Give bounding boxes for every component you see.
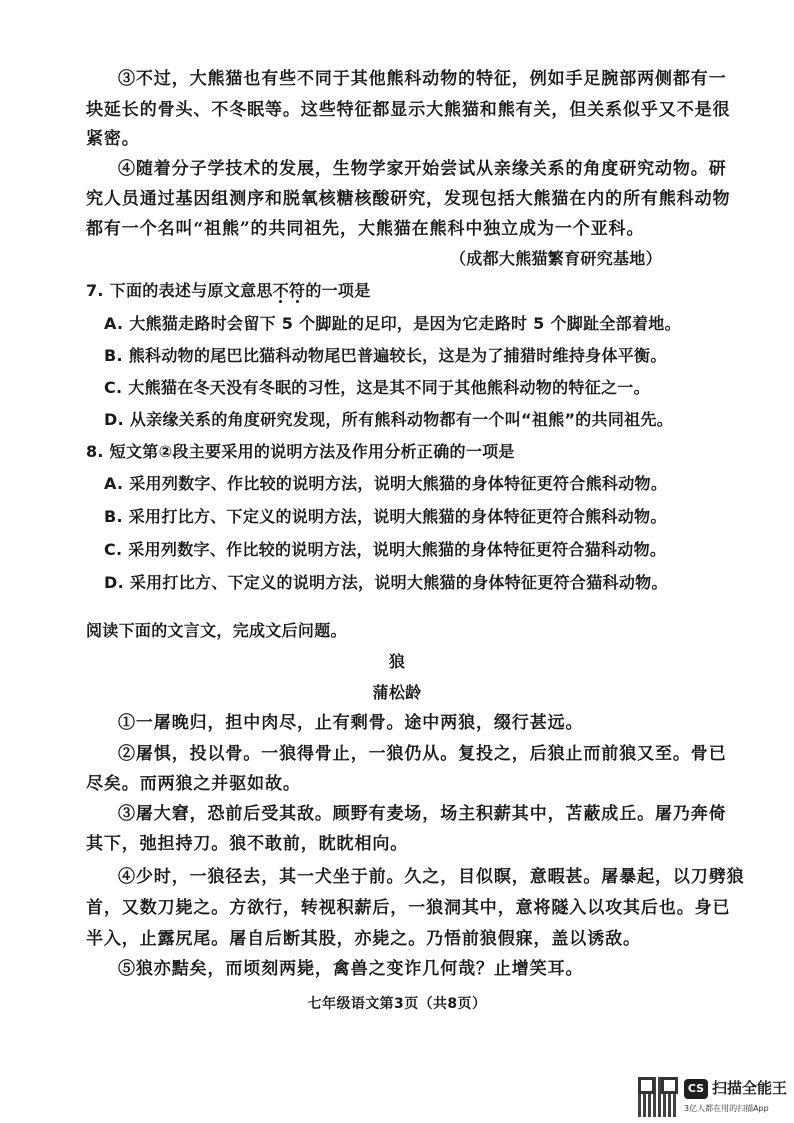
question-7-stem-post: 的一项是 [305,281,371,300]
camscanner-logo-icon: CS [684,1079,708,1099]
question-7-option-a: A. 大熊猫走路时会留下 5 个脚趾的足印，是因为它走路时 5 个脚趾全部着地。 [104,314,681,333]
question-8-option-b: B. 采用打比方、下定义的说明方法，说明大熊猫的身体特征更符合熊科动物。 [104,507,667,526]
passage2-author: 蒲松龄 [372,683,422,702]
passage2-line-5: 其下，弛担持刀。狼不敢前，眈眈相向。 [86,834,409,854]
question-8-option-a: A. 采用列数字、作比较的说明方法，说明大熊猫的身体特征更符合熊科动物。 [104,474,668,493]
question-7-option-b: B. 熊科动物的尾巴比猫科动物尾巴普遍较长，这是为了捕猎时维持身体平衡。 [104,346,667,365]
passage2-line-8: 半入，止露尻尾。屠自后断其股，亦毙之。乃悟前狼假寐，盖以诱敌。 [86,929,641,949]
passage2-line-7: 首，又数刀毙之。方欲行，转视积薪后，一狼洞其中，意将隧入以攻其后也。身已 [86,898,731,918]
question-7-option-d: D. 从亲缘关系的角度研究发现，所有熊科动物都有一个叫“祖熊”的共同祖先。 [104,410,674,429]
passage2-title: 狼 [388,652,406,671]
passage2-line-3: 尽矣。而两狼之并驱如故。 [86,774,301,794]
question-8-option-d: D. 采用打比方、下定义的说明方法，说明大熊猫的身体特征更符合猫科动物。 [104,573,668,592]
watermark-brand: 扫描全能王 [712,1079,788,1097]
passage2-line-9: ⑤狼亦黠矣，而顷刻两毙，禽兽之变诈几何哉？止增笑耳。 [118,959,584,979]
question-8-option-c: C. 采用列数字、作比较的说明方法，说明大熊猫的身体特征更符合猫科动物。 [104,540,667,559]
question-7-option-c: C. 大熊猫在冬天没有冬眠的习性，这是其不同于其他熊科动物的特征之一。 [104,378,650,397]
passage2-line-4: ③屠大窘，恐前后受其敌。顾野有麦场，场主积薪其中，苫蔽成丘。屠乃奔倚 [118,804,727,824]
qr-code-icon [638,1077,678,1117]
passage1-source: （成都大熊猫繁育研究基地） [450,249,662,268]
question-7-stem-pre: 7. 下面的表述与原文意思 [86,281,273,300]
scanner-watermark [636,1075,786,1121]
passage1-p3-line2: 块延长的骨头、不冬眠等。这些特征都显示大熊猫和熊有关，但关系似乎又不是很 [86,100,731,120]
question-7-emphasis-char-1: 不 [272,281,289,300]
passage2-intro: 阅读下面的文言文，完成文后问题。 [86,621,347,640]
passage1-p3-line3: 紧密。 [86,129,140,149]
watermark-slogan: 3亿人都在用的扫描App [684,1104,769,1113]
page-footer: 七年级语文第3页（共8页） [307,996,487,1012]
passage2-line-6: ④少时，一狼径去，其一犬坐于前。久之，目似瞑，意暇甚。屠暴起，以刀劈狼 [118,867,745,887]
passage1-p4-line1: ④随着分子学技术的发展，生物学家开始尝试从亲缘关系的角度研究动物。研 [118,159,727,179]
question-7-stem [86,280,371,302]
passage1-p3-line1: ③不过，大熊猫也有些不同于其他熊科动物的特征，例如手足腕部两侧都有一 [118,69,727,89]
question-7-emphasis-char-2: 符 [289,281,306,300]
passage2-line-2: ②屠惧，投以骨。一狼得骨止，一狼仍从。复投之，后狼止而前狼又至。骨已 [118,744,727,764]
question-8-stem: 8. 短文第②段主要采用的说明方法及作用分析正确的一项是 [86,442,515,461]
passage2-line-1: ①一屠晚归，担中肉尽，止有剩骨。途中两狼，缀行甚远。 [118,713,584,733]
passage1-p4-line2: 究人员通过基因组测序和脱氧核糖核酸研究，发现包括大熊猫在内的所有熊科动物 [86,189,731,209]
passage1-p4-line3: 都有一个名叫“祖熊”的共同祖先，大熊猫在熊科中独立成为一个亚科。 [86,219,645,239]
